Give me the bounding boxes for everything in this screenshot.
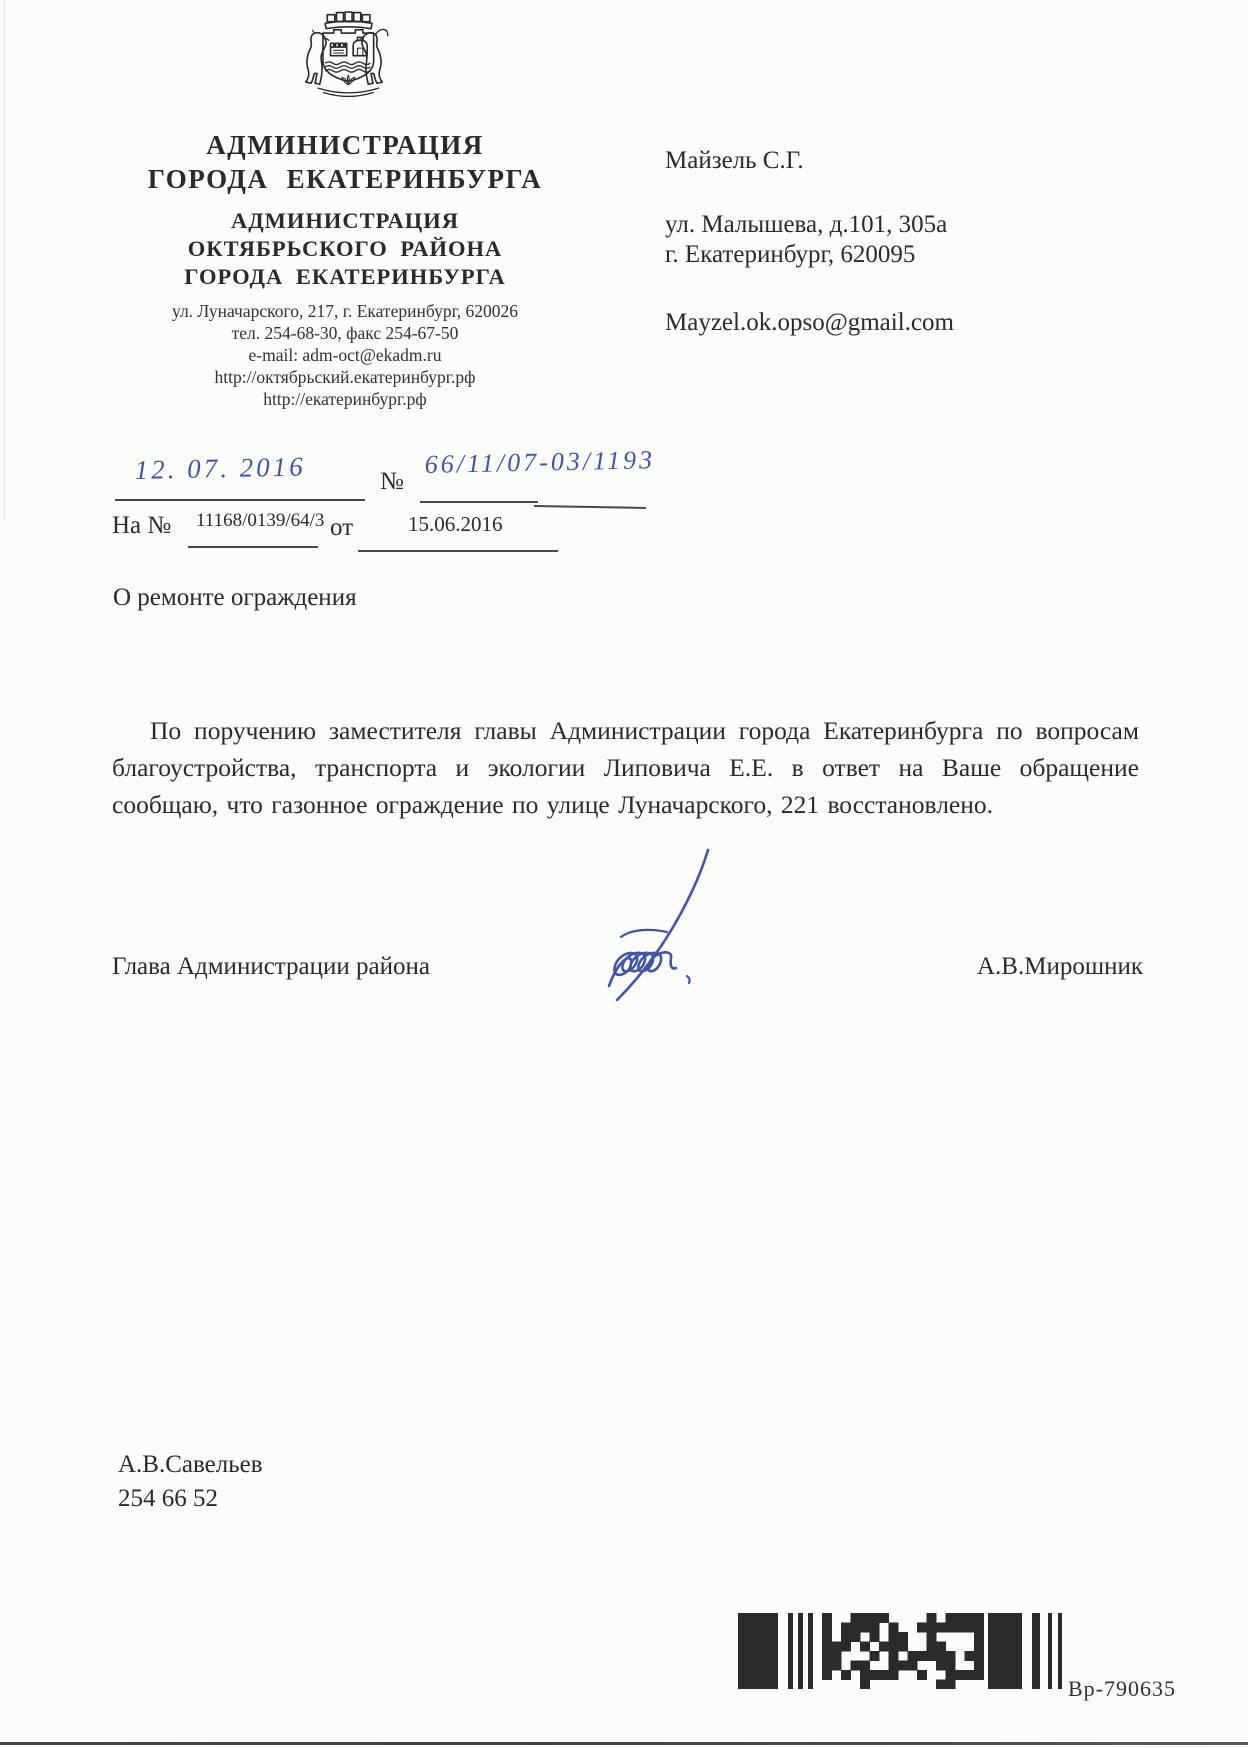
outgoing-number-rule-1	[420, 501, 538, 503]
outgoing-number-handwritten: 66/11/07-03/1193	[424, 445, 656, 480]
executor-name: А.В.Савельев	[118, 1451, 263, 1478]
ribbon-line	[318, 88, 379, 93]
reply-date-rule	[358, 550, 558, 552]
letterhead-block	[90, 128, 600, 410]
number-sign: №	[380, 468, 404, 495]
recipient-address-line-1: ул. Малышева, д.101, 305а	[665, 211, 948, 238]
signature-end-dot	[687, 976, 690, 983]
org-phone-fax: тел. 254-68-30, факс 254-67-50	[231, 323, 459, 343]
outgoing-date-handwritten: 12. 07. 2016	[134, 451, 306, 486]
outgoing-date-rule	[115, 499, 365, 501]
scan-edge-artifact	[4, 0, 5, 520]
subject-line: О ремонте ограждения	[113, 584, 357, 611]
scan-bottom-edge	[0, 1742, 1248, 1745]
signature-autograph	[575, 838, 755, 1018]
signature-crossbar	[621, 930, 667, 937]
reply-ref-date: 15.06.2016	[408, 512, 503, 536]
executor-block	[118, 1448, 263, 1516]
recipient-email: Mayzel.ok.opso@gmail.com	[665, 309, 954, 336]
org-district-line-3: ГОРОДА ЕКАТЕРИНБУРГА	[184, 264, 506, 289]
reply-ref-label: На №	[112, 512, 172, 539]
signer-name: А.В.Мирошник	[977, 953, 1143, 980]
crown-icon	[325, 12, 372, 29]
org-parent-line-2: ГОРОДА ЕКАТЕРИНБУРГА	[147, 164, 543, 194]
org-website-district: http://октябрьский.екатеринбург.рф	[214, 367, 476, 387]
org-postal-address: ул. Луначарского, 217, г. Екатеринбург, 620026	[171, 301, 519, 321]
coat-of-arms	[282, 4, 406, 116]
outgoing-number-rule-2	[534, 505, 646, 509]
org-district-line-2: ОКТЯБРЬСКОГО РАЙОНА	[187, 236, 503, 261]
body-paragraph: По поручению заместителя главы Администрации города Екатеринбурга по вопросам благоустройства, транспорта и экологии Липовича Е.Е. в ответ на Ваше обращение сообщаю, что газонное ограждение по улице Луначарского, 221 восстановлено.	[112, 716, 1139, 819]
signature-long-stroke	[617, 850, 708, 1000]
recipient-block	[665, 146, 1135, 338]
signer-title: Глава Администрации района	[112, 953, 430, 980]
registration-barcode	[738, 1613, 1064, 1689]
recipient-name: Майзель С.Г.	[665, 147, 804, 174]
org-district-line-1: АДМИНИСТРАЦИЯ	[230, 208, 460, 233]
org-website-city: http://екатеринбург.рф	[263, 389, 427, 409]
barcode-label: Вр-790635	[1068, 1676, 1176, 1701]
signature-loops	[609, 952, 676, 986]
org-parent-line-1: АДМИНИСТРАЦИЯ	[206, 130, 484, 160]
executor-phone: 254 66 52	[118, 1485, 218, 1512]
org-email: e-mail: adm-oct@ekadm.ru	[248, 345, 442, 365]
reply-from-label: от	[330, 514, 354, 541]
reply-number-rule	[188, 546, 318, 548]
reply-ref-number: 11168/0139/64/3	[196, 510, 325, 531]
recipient-address-line-2: г. Екатеринбург, 620095	[665, 241, 916, 268]
